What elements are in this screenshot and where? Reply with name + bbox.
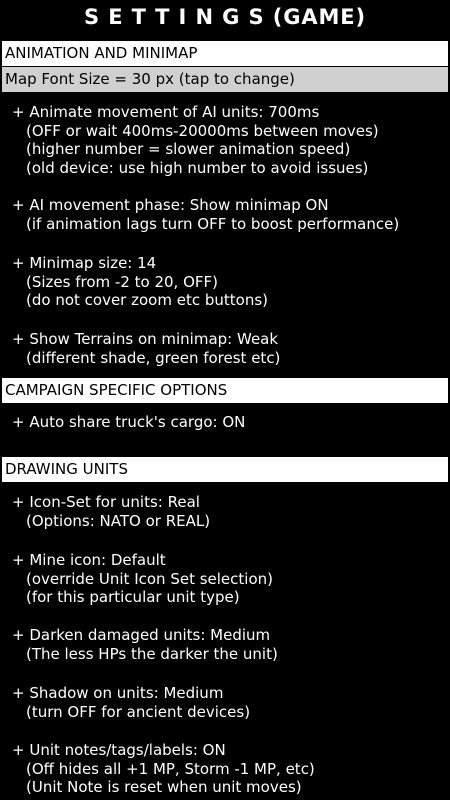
section-header-animation-minimap: ANIMATION AND MINIMAP	[2, 41, 448, 66]
setting-label: + Minimap size: 14	[12, 254, 448, 273]
setting-hint: (if animation lags turn OFF to boost performance)	[26, 214, 400, 233]
setting-hint: (different shade, green forest etc)	[26, 348, 281, 367]
setting-label: + Show Terrains on minimap: Weak	[12, 330, 448, 349]
setting-label: + AI movement phase: Show minimap ON	[12, 196, 448, 215]
setting-hint: (Options: NATO or REAL)	[26, 511, 211, 530]
setting-auto-share-cargo[interactable]	[12, 413, 448, 432]
setting-label: + Icon-Set for units: Real	[12, 493, 448, 512]
setting-hint: (OFF or wait 400ms-20000ms between moves)	[26, 121, 379, 140]
setting-hint: (Unit Note is reset when unit moves)	[26, 778, 302, 796]
setting-label: + Unit notes/tags/labels: ON	[12, 741, 448, 760]
setting-mine-icon[interactable]	[12, 551, 448, 607]
setting-hint: (The less HPs the darker the unit)	[26, 644, 278, 663]
setting-label: + Mine icon: Default	[12, 551, 448, 570]
setting-label: + Auto share truck's cargo: ON	[12, 413, 448, 432]
setting-hint: (turn OFF for ancient devices)	[26, 702, 251, 721]
setting-hint: (override Unit Icon Set selection)	[26, 569, 273, 588]
setting-label: + Animate movement of AI units: 700ms	[12, 103, 448, 122]
setting-label: + Shadow on units: Medium	[12, 684, 448, 703]
setting-ai-show-minimap[interactable]	[12, 196, 448, 233]
setting-hint: (Off hides all +1 MP, Storm -1 MP, etc)	[26, 759, 315, 778]
map-font-size-button[interactable]: Map Font Size = 30 px (tap to change)	[2, 67, 448, 92]
setting-icon-set[interactable]	[12, 493, 448, 530]
page-title: S E T T I N G S (GAME)	[83, 5, 367, 29]
setting-hint: (old device: use high number to avoid issues)	[26, 158, 369, 177]
setting-label: + Darken damaged units: Medium	[12, 626, 448, 645]
setting-darken-damaged[interactable]	[12, 626, 448, 663]
setting-hint: (for this particular unit type)	[26, 588, 240, 606]
setting-shadow-on-units[interactable]	[12, 684, 448, 721]
setting-show-terrains-minimap[interactable]	[12, 330, 448, 367]
section-header-campaign-options: CAMPAIGN SPECIFIC OPTIONS	[2, 378, 448, 403]
setting-minimap-size[interactable]	[12, 254, 448, 310]
setting-animate-ai-movement[interactable]	[12, 103, 448, 177]
setting-hint: (higher number = slower animation speed)	[26, 140, 351, 158]
setting-hint: (Sizes from -2 to 20, OFF)	[26, 272, 218, 291]
setting-unit-notes[interactable]	[12, 741, 448, 797]
section-header-drawing-units: DRAWING UNITS	[2, 457, 448, 482]
setting-hint: (do not cover zoom etc buttons)	[26, 291, 268, 309]
